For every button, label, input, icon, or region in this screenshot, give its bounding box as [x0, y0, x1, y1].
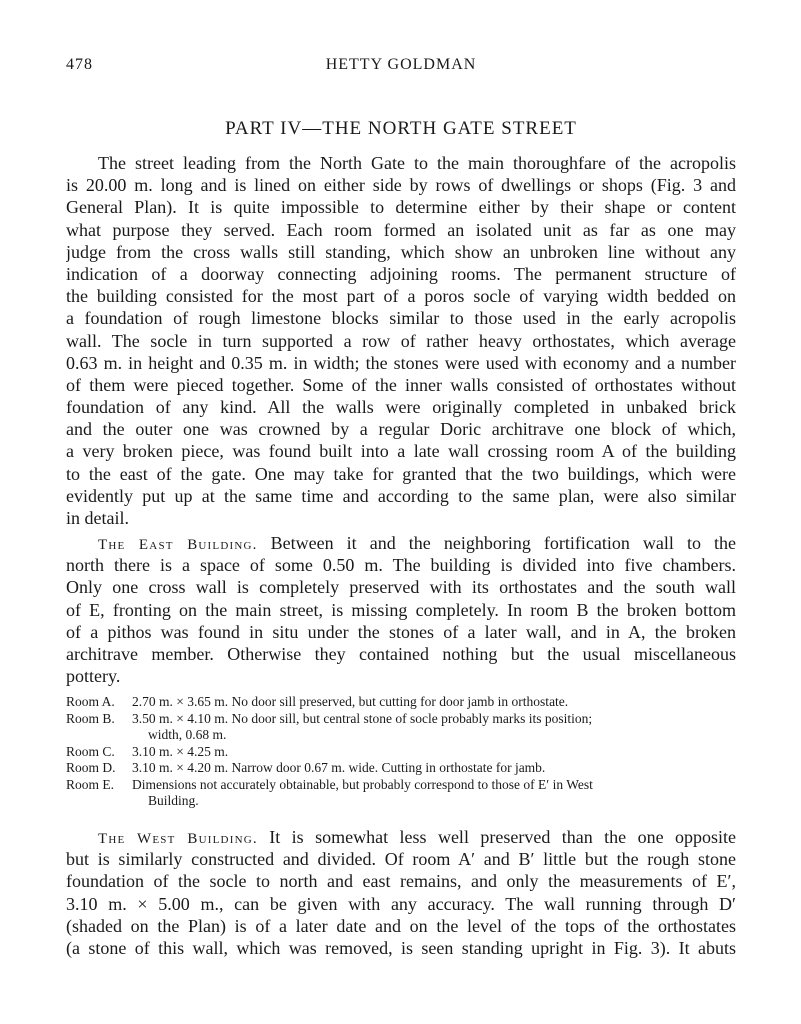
room-entry: [66, 760, 736, 777]
text-line: [66, 826, 736, 848]
page-number: 478: [66, 56, 93, 73]
text-line: a very broken piece, was found built into a late wall crossing room A of the building: [66, 441, 736, 462]
room-label: Room B.: [66, 710, 115, 726]
room-entry: [66, 694, 736, 711]
room-dimensions: 3.50 m. × 4.10 m. No door sill, but central stone of socle probably marks its position;: [132, 710, 593, 726]
text-line: Only one cross wall is completely preserved with its orthostates and the south wall: [66, 577, 736, 598]
text-fragment: Between it and the neighboring fortification wall to the: [270, 533, 736, 553]
text-line: in detail.: [66, 508, 129, 528]
text-line: (shaded on the Plan) is of a later date and on the level of the tops of the orthostates: [66, 915, 736, 936]
running-title: HETTY GOLDMAN: [325, 56, 477, 73]
text-line: The street leading from the North Gate to the main thoroughfare of the acropolis: [98, 153, 736, 173]
paragraph-intro: [66, 152, 736, 529]
text-line: evidently put up at the same time and according to the same plan, were also similar: [66, 485, 736, 506]
text-line: but is similarly constructed and divided. Of room A′ and B′ little but the rough stone: [66, 849, 736, 870]
text-line: architrave member. Otherwise they contained nothing but the usual miscellaneous: [66, 643, 736, 664]
text-line: foundation of any kind. All the walls were originally completed in unbaked brick: [66, 397, 736, 418]
room-label: Room D.: [66, 760, 116, 775]
room-entry: [66, 711, 736, 744]
room-dimensions: 3.10 m. × 4.20 m. Narrow door 0.67 m. wide. Cutting in orthostate for jamb.: [132, 760, 546, 775]
text-line: 3.10 m. × 5.00 m., can be given with any accuracy. The wall running through D′: [66, 893, 736, 914]
room-dimensions: 3.10 m. × 4.25 m.: [132, 743, 229, 759]
room-text: [132, 760, 736, 777]
text-line: pottery.: [66, 666, 121, 687]
text-line: [66, 532, 736, 554]
text-line: of a pithos was found in situ under the stones of a later wall, and in A, the broken: [66, 621, 736, 642]
room-dimensions: 2.70 m. × 3.65 m. No door sill preserved, but cutting for door jamb in orthostate.: [132, 694, 569, 709]
text-line: indication of a doorway connecting adjoining rooms. The permanent structure of: [66, 263, 736, 284]
room-label: Room C.: [66, 743, 115, 759]
text-line: is 20.00 m. long and is lined on either side by rows of dwellings or shops (Fig. 3 and: [66, 175, 736, 196]
room-entry: [66, 777, 736, 810]
room-entry: [66, 744, 736, 761]
text-line: of E, fronting on the main street, is missing completely. In room B the broken bottom: [66, 599, 736, 620]
room-text: [132, 694, 736, 711]
room-text: [132, 744, 736, 761]
paragraph-west-building: [66, 826, 736, 959]
text-fragment: It is somewhat less well preserved than the one opposite: [269, 827, 736, 847]
text-line: judge from the cross walls still standing, which show an unbroken line without any: [66, 241, 736, 262]
text-line: a foundation of rough limestone blocks similar to those used in the early acropolis: [66, 308, 736, 329]
text-line: of them were pieced together. Some of the inner walls consisted of orthostates without: [66, 374, 736, 395]
room-continuation: Building.: [148, 793, 199, 808]
room-label: Room E.: [66, 776, 115, 792]
room-continuation: width, 0.68 m.: [148, 727, 227, 742]
room-dimensions: Dimensions not accurately obtainable, but probably correspond to those of E′ in West: [132, 776, 593, 792]
text-line: wall. The socle in turn supported a row of rather heavy orthostates, which average: [66, 330, 736, 351]
text-line: to the east of the gate. One may take for granted that the two buildings, which were: [66, 463, 736, 484]
room-text: [132, 777, 736, 810]
text-line: (a stone of this wall, which was removed, is seen standing upright in Fig. 3). It abuts: [66, 937, 736, 958]
part-heading: PART IV—THE NORTH GATE STREET: [225, 118, 577, 139]
room-text: [132, 711, 736, 744]
text-line: north there is a space of some 0.50 m. The building is divided into five chambers.: [66, 555, 736, 576]
text-line: General Plan). It is quite impossible to determine either by their shape or content: [66, 197, 736, 218]
room-label: Room A.: [66, 694, 115, 709]
text-line: what purpose they served. Each room formed an isolated unit as far as one may: [66, 219, 736, 240]
text-line: 0.63 m. in height and 0.35 m. in width; the stones were used with economy and a number: [66, 352, 736, 373]
section-heading-west: The West Building.: [98, 831, 258, 847]
section-heading-east: The East Building.: [98, 537, 258, 553]
text-line: and the outer one was crowned by a regular Doric architrave one block of which,: [66, 419, 736, 440]
text-line: the building consisted for the most part of a poros socle of varying width bedded on: [66, 286, 736, 307]
text-line: foundation of the socle to north and east remains, and only the measurements of E′,: [66, 871, 736, 892]
room-list: [66, 694, 736, 810]
paragraph-east-building: [66, 532, 736, 687]
running-head: [66, 56, 736, 80]
